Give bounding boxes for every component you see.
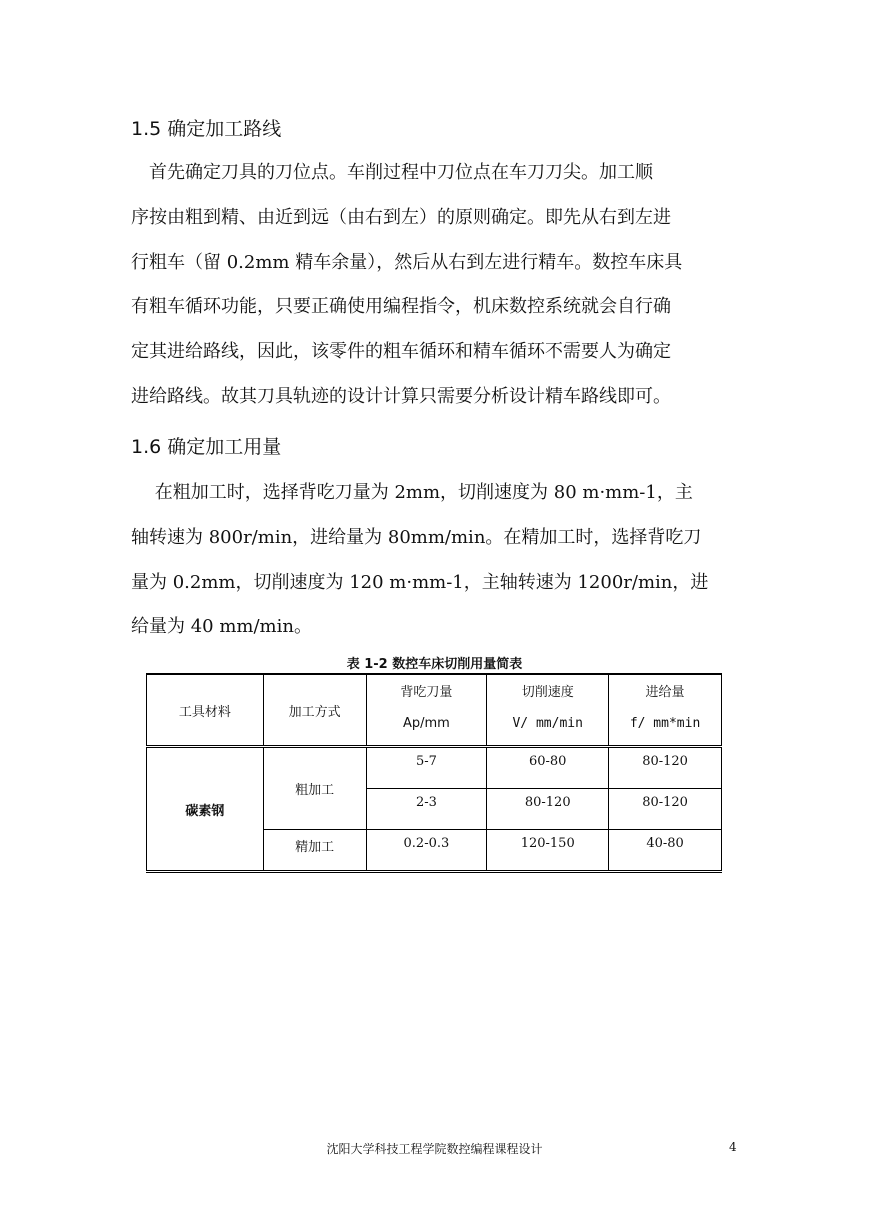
cutting-params-paragraph — [131, 471, 739, 650]
cutting-params-table — [146, 673, 722, 873]
material-cell: 碳素钢 — [147, 747, 264, 872]
header-depth — [366, 674, 487, 747]
header-speed — [487, 674, 609, 747]
speed-cell: 80-120 — [487, 789, 609, 830]
paragraph-line: 轴转速为 800r/min，进给量为 80mm/min。在精加工时，选择背吃刀 — [131, 526, 702, 548]
routing-paragraph — [131, 151, 739, 420]
paragraph-line: 量为 0.2mm，切削速度为 120 m·mm-1，主轴转速为 1200r/min，进 — [131, 571, 709, 593]
header-feed — [609, 674, 722, 747]
section-heading-routing: 1.5 确定加工路线 — [131, 118, 282, 140]
feed-cell: 80-120 — [609, 789, 722, 830]
section-heading-cutting-params: 1.6 确定加工用量 — [131, 436, 282, 458]
header-material: 工具材料 — [147, 674, 264, 747]
depth-cell: 0.2-0.3 — [366, 830, 487, 872]
paragraph-line: 行粗车（留 0.2mm 精车余量），然后从右到左进行精车。数控车床具 — [131, 251, 683, 273]
depth-cell: 5-7 — [366, 747, 487, 789]
feed-cell: 80-120 — [609, 747, 722, 789]
paragraph-line: 定其进给路线，因此，该零件的粗车循环和精车循环不需要人为确定 — [131, 341, 671, 363]
feed-cell: 40-80 — [609, 830, 722, 872]
paragraph-line: 给量为 40 mm/min。 — [131, 616, 312, 638]
paragraph-line: 序按由粗到精、由近到远（由右到左）的原则确定。即先从右到左进 — [131, 206, 671, 228]
finish-method-cell: 精加工 — [263, 830, 366, 872]
header-depth-unit: Ap/mm — [402, 716, 450, 731]
header-speed-label: 切削速度 — [521, 685, 574, 700]
depth-cell: 2-3 — [366, 789, 487, 830]
page-footer: 沈阳大学科技工程学院数控编程课程设计 — [326, 1142, 543, 1156]
paragraph-line: 在粗加工时，选择背吃刀量为 2mm，切削速度为 80 m·mm-1，主 — [131, 482, 693, 503]
header-speed-unit: V/ mm/min — [512, 716, 583, 731]
header-depth-label: 背吃刀量 — [400, 685, 453, 700]
page-number: 4 — [729, 1140, 737, 1154]
paragraph-line: 首先确定刀具的刀位点。车削过程中刀位点在车刀刀尖。加工顺 — [131, 162, 653, 183]
header-feed-label: 进给量 — [645, 685, 685, 700]
paragraph-line: 进给路线。故其刀具轨迹的设计计算只需要分析设计精车路线即可。 — [131, 385, 671, 407]
paragraph-line: 有粗车循环功能，只要正确使用编程指令，机床数控系统就会自行确 — [131, 296, 671, 318]
speed-cell: 120-150 — [487, 830, 609, 872]
speed-cell: 60-80 — [487, 747, 609, 789]
rough-method-cell: 粗加工 — [263, 747, 366, 830]
header-method: 加工方式 — [263, 674, 366, 747]
table-caption: 表 1-2 数控车床切削用量简表 — [346, 657, 523, 672]
table-row — [147, 747, 722, 789]
table-header-row — [147, 674, 722, 747]
header-feed-unit: f/ mm*min — [629, 716, 701, 731]
